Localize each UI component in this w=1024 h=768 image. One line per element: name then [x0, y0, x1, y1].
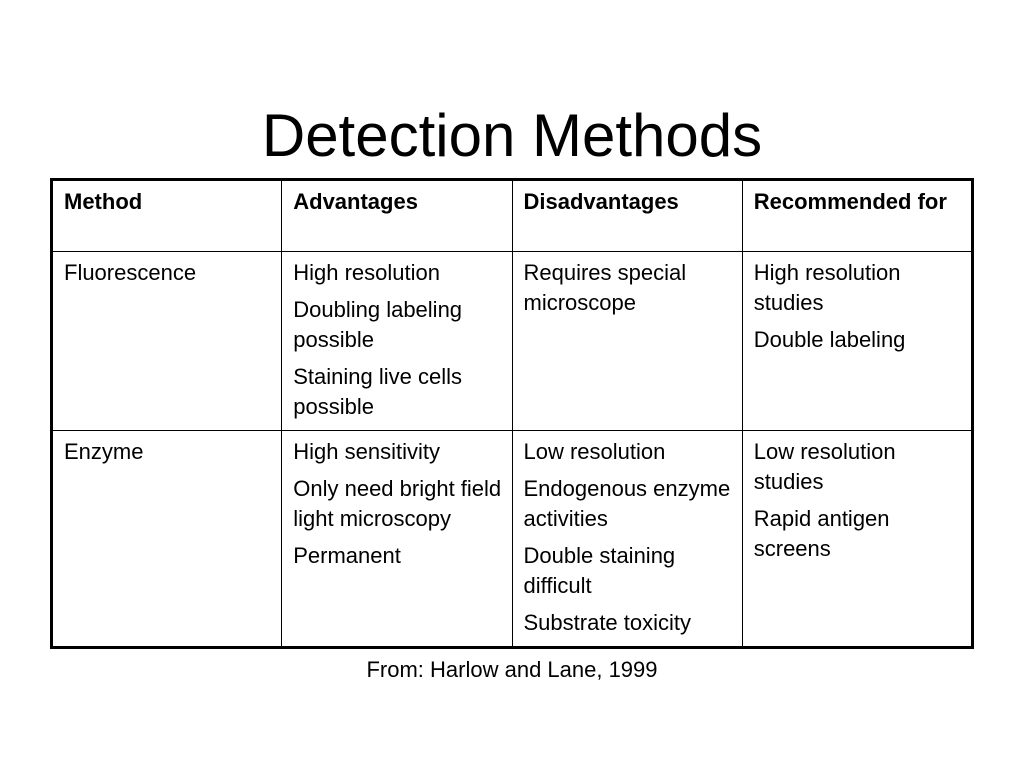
- header-recommended-for: Recommended for: [742, 180, 972, 252]
- table-header-row: [52, 180, 973, 252]
- recommended-for-cell: [742, 252, 972, 431]
- method-cell: [52, 252, 282, 431]
- header-disadvantages: Disadvantages: [512, 180, 742, 252]
- method-cell: [52, 431, 282, 648]
- disadvantage-item: Low resolution: [523, 439, 666, 464]
- method-name: Fluorescence: [64, 260, 197, 285]
- disadvantage-item: Substrate toxicity: [523, 610, 692, 635]
- disadvantages-cell: [512, 252, 742, 431]
- advantage-item: Only need bright field light microscopy: [293, 476, 502, 531]
- advantage-item: High resolution: [293, 260, 440, 285]
- advantages-cell: [282, 431, 512, 648]
- table-row-enzyme: [52, 431, 973, 648]
- method-name: Enzyme: [64, 439, 144, 464]
- disadvantage-item: Double staining difficult: [523, 543, 676, 598]
- recommended-item: Double labeling: [753, 327, 906, 352]
- header-method: Method: [52, 180, 282, 252]
- slide-title: Detection Methods: [261, 102, 763, 170]
- advantage-item: Doubling labeling possible: [293, 297, 463, 352]
- detection-methods-table: [50, 178, 974, 649]
- recommended-item: Low resolution studies: [753, 439, 896, 494]
- advantage-item: Permanent: [293, 543, 401, 568]
- advantage-item: High sensitivity: [293, 439, 440, 464]
- recommended-item: High resolution studies: [753, 260, 901, 315]
- recommended-for-cell: [742, 431, 972, 648]
- advantages-cell: [282, 252, 512, 431]
- disadvantages-cell: [512, 431, 742, 648]
- advantage-item: Staining live cells possible: [293, 364, 462, 419]
- table-row-fluorescence: [52, 252, 973, 431]
- disadvantage-item: Endogenous enzyme activities: [523, 476, 731, 531]
- header-advantages: Advantages: [282, 180, 512, 252]
- disadvantage-item: Requires special microscope: [523, 260, 687, 315]
- recommended-item: Rapid antigen screens: [753, 506, 890, 561]
- source-citation: From: Harlow and Lane, 1999: [366, 657, 658, 682]
